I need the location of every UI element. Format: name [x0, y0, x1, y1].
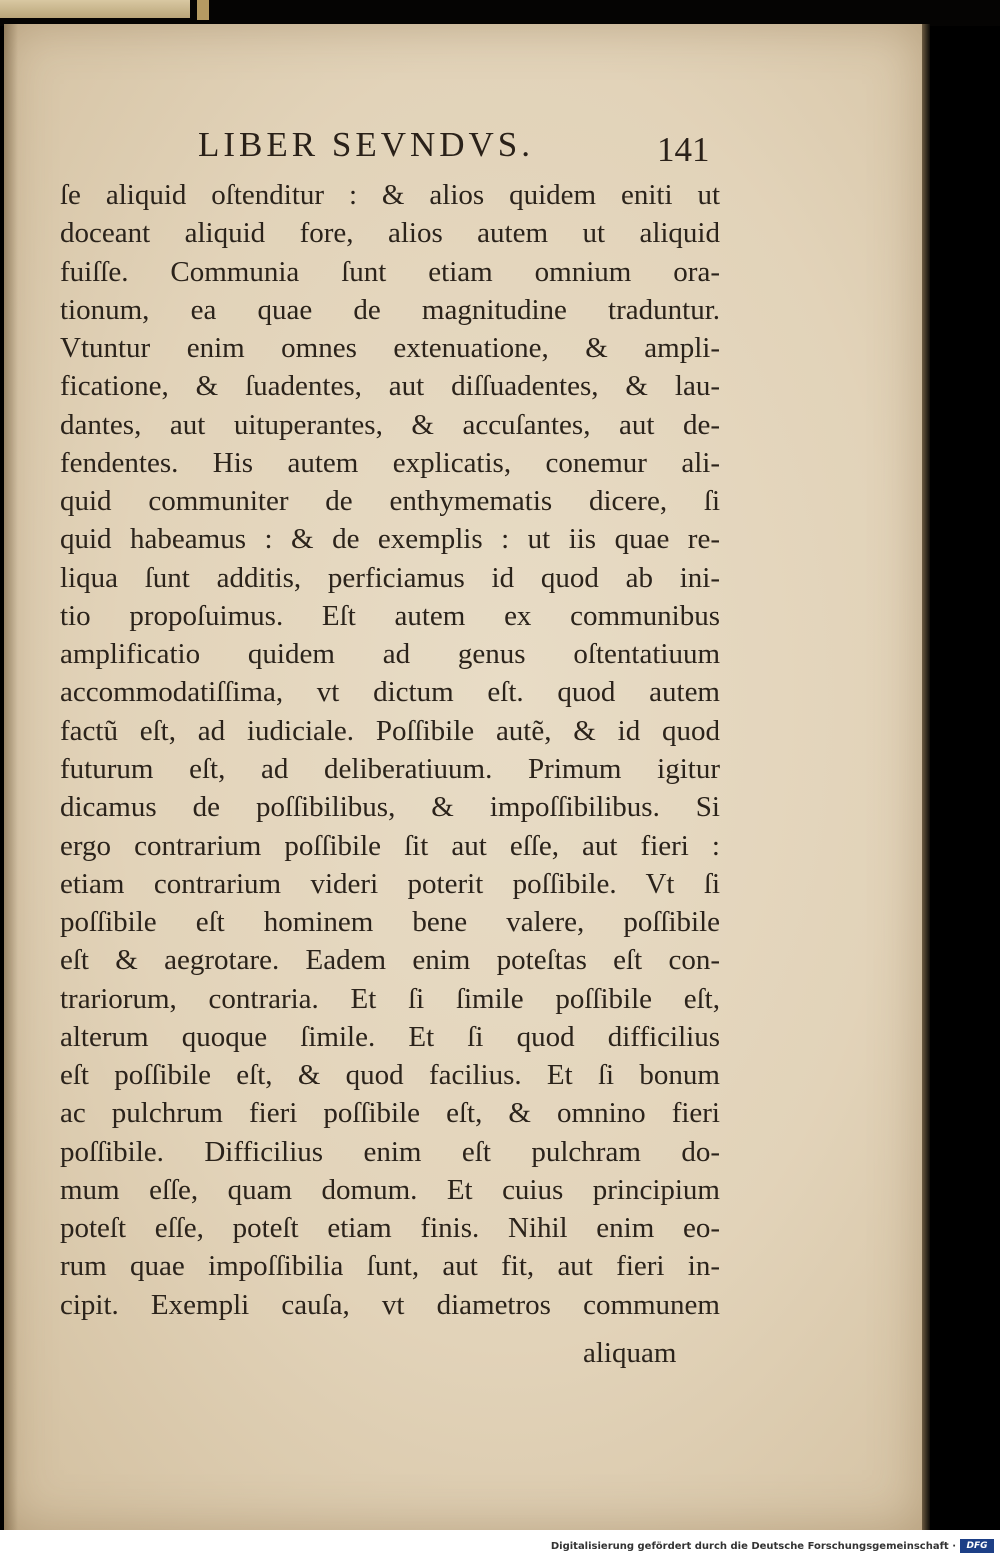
adjacent-page-edge [0, 0, 190, 18]
text-line: futurum eſt, ad deliberatiuum. Primum igitur [60, 752, 720, 785]
text-line: trariorum, contraria. Et ſi ſimile poſſibile eſt, [60, 982, 720, 1015]
text-line: poſſibile eſt hominem bene valere, poſſibile [60, 906, 720, 939]
text-line: eſt & aegrotare. Eadem enim poteſtas eſt con- [60, 944, 720, 977]
text-line: dicamus de poſſibilibus, & impoſſibilibus. Si [60, 791, 720, 824]
text-line: ac pulchrum fieri poſſibile eſt, & omnino fieri [60, 1097, 720, 1130]
text-line: fendentes. His autem explicatis, conemur ali- [60, 446, 720, 479]
body-text [60, 176, 720, 1324]
text-line: poteſt eſſe, poteſt etiam finis. Nihil enim eo- [60, 1212, 720, 1245]
text-line: amplificatio quidem ad genus oſtentatiuum [60, 638, 720, 671]
text-line: quid communiter de enthymematis dicere, ſi [60, 485, 720, 518]
text-line: fuiſſe. Communia ſunt etiam omnium ora- [60, 255, 720, 288]
text-line: factũ eſt, ad iudiciale. Poſſibile autẽ, & id quod [60, 714, 720, 747]
text-line: accommodatiſſima, vt dictum eſt. quod autem [60, 676, 720, 709]
text-line: liqua ſunt additis, perficiamus id quod ab ini- [60, 561, 720, 594]
text-line: doceant aliquid fore, alios autem ut aliquid [60, 217, 720, 250]
text-line: dantes, aut uituperantes, & accuſantes, aut de- [60, 408, 720, 441]
text-line: quid habeamus : & de exemplis : ut iis quae re- [60, 523, 720, 556]
text-line: mum eſſe, quam domum. Et cuius principium [60, 1173, 720, 1206]
dfg-logo: DFG [960, 1539, 994, 1553]
text-line: alterum quoque ſimile. Et ſi quod difficilius [60, 1020, 720, 1053]
binding-tab [197, 0, 209, 20]
running-head: LIBER SEVNDVS. [198, 125, 535, 164]
catchword: aliquam [583, 1337, 677, 1369]
gutter-shadow [4, 24, 18, 1530]
text-line: rum quae impoſſibilia ſunt, aut fit, aut fieri in- [60, 1250, 720, 1283]
text-line: eſt poſſibile eſt, & quod facilius. Et ſi bonum [60, 1059, 720, 1092]
text-line: poſſibile. Difficilius enim eſt pulchram do- [60, 1135, 720, 1168]
text-line: ſe aliquid oſtenditur : & alios quidem eniti ut [60, 179, 720, 211]
text-line: etiam contrarium videri poterit poſſibile. Vt ſi [60, 867, 720, 900]
text-line: Vtuntur enim omnes extenuatione, & ampli- [60, 332, 720, 365]
text-line: ergo contrarium poſſibile ſit aut eſſe, aut fieri : [60, 829, 720, 862]
text-line: tionum, ea quae de magnitudine traduntur. [60, 293, 720, 326]
footer-credit: Digitalisierung gefördert durch die Deutsche Forschungsgemeinschaft · [550, 1541, 956, 1552]
text-line: cipit. Exempli cauſa, vt diametros communem [60, 1288, 720, 1321]
page-number: 141 [657, 130, 710, 169]
text-line: tio propoſuimus. Eſt autem ex communibus [60, 599, 720, 632]
page-edge [922, 24, 930, 1530]
text-line: ficatione, & ſuadentes, aut diſſuadentes, & lau- [60, 370, 720, 403]
